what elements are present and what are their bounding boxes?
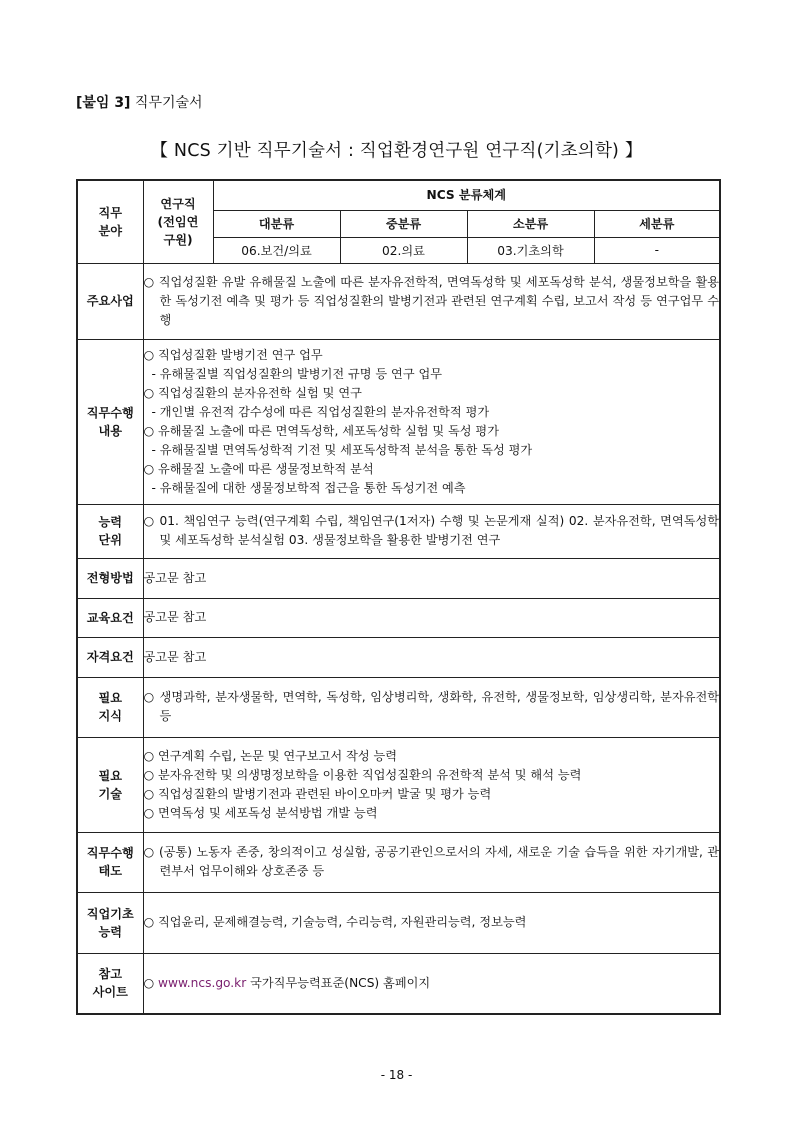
row-content [143, 598, 720, 637]
content-item: ○ 직업성질환의 발병기전과 관련된 바이오마커 발굴 및 평가 능력 [143, 786, 492, 801]
row-label: 직무수행 태도 [77, 832, 143, 892]
row-label: 필요 기술 [77, 737, 143, 832]
row-label: 주요사업 [77, 263, 143, 339]
sub-item: - 유해물질별 면역독성학적 기전 및 세포독성학적 분석을 통한 독성 평가 [151, 442, 533, 457]
table-row [77, 953, 720, 1014]
table-row [77, 263, 720, 339]
ncs-header: NCS 분류체계 [213, 180, 720, 210]
row-content [143, 892, 720, 953]
job-field-label [77, 180, 143, 263]
table-row [77, 339, 720, 504]
table-row [77, 637, 720, 677]
ncs-value-3: 03.기초의학 [467, 237, 594, 263]
row-content [143, 737, 720, 832]
reference-bullet: ○ [143, 975, 159, 990]
job-category-label [143, 180, 213, 263]
row-label: 자격요건 [77, 637, 143, 677]
table-row [77, 598, 720, 637]
content-item: ○ 직업윤리, 문제해결능력, 기술능력, 수리능력, 자원관리능력, 정보능력 [143, 915, 527, 929]
table-row [77, 677, 720, 737]
row-label: 전형방법 [77, 558, 143, 598]
row-content [143, 339, 720, 504]
row-content [143, 677, 720, 737]
annex-heading [76, 92, 203, 112]
job-description-table [76, 179, 721, 1015]
row-content [143, 953, 720, 1014]
table-row [77, 892, 720, 953]
sub-item: - 유해물질별 직업성질환의 발병기전 규명 등 연구 업무 [151, 366, 443, 381]
annex-title: 직무기술서 [134, 95, 203, 111]
content-item: ○ 직업성질환 발병기전 연구 업무 [143, 347, 323, 362]
annex-tag: [붙임 3] [76, 95, 131, 111]
row-content [143, 832, 720, 892]
row-content [143, 558, 720, 598]
ncs-website-link[interactable]: www.ncs.go.kr [158, 975, 247, 990]
content-item: ○ 연구계획 수립, 논문 및 연구보고서 작성 능력 [143, 748, 398, 763]
table-row [77, 558, 720, 598]
sub-item: - 개인별 유전적 감수성에 따른 직업성질환의 분자유전학적 평가 [151, 404, 490, 419]
sub-item: - 유해물질에 대한 생물정보학적 접근을 통한 독성기전 예측 [151, 480, 466, 495]
row-content [143, 637, 720, 677]
ncs-column-1: 대분류 [213, 210, 340, 237]
job-field-label-text: 직무 분야 [98, 205, 123, 238]
ncs-value-4: - [594, 237, 720, 263]
ncs-value-2: 02.의료 [340, 237, 467, 263]
content-item: ○ 직업성질환 유발 유해물질 노출에 따른 분자유전학적, 면역독성학 및 세포독성학 분석, 생물정보학을 활용한 독성기전 예측 및 평가 등 직업성질환의 발병기전과 관련된 연구계획 수립, 보고서 작성 등 연구업무 수행 [143, 274, 720, 327]
content-item: ○ 직업성질환의 분자유전학 실험 및 연구 [143, 385, 362, 400]
content-item: ○ 01. 책임연구 능력(연구계획 수립, 책임연구(1저자) 수행 및 논문게재 실적) 02. 분자유전학, 면역독성학 및 세포독성학 분석실험 03. 생물정보학을 활용한 발병기전 연구 [143, 514, 720, 547]
content-item: ○ (공통) 노동자 존중, 창의적이고 성실함, 공공기관인으로서의 자세, 새로운 기술 습득을 위한 자기개발, 관련부서 업무이해와 상호존중 등 [143, 845, 720, 878]
job-category-label-text: 연구직 (전임연 구원) [157, 196, 199, 247]
content-item: ○ 생명과학, 분자생물학, 면역학, 독성학, 임상병리학, 생화학, 유전학, 생물정보학, 임상생리학, 분자유전학 등 [143, 690, 720, 723]
row-label: 직업기초 능력 [77, 892, 143, 953]
row-label: 참고 사이트 [77, 953, 143, 1014]
reference-item [144, 974, 720, 993]
row-label: 교육요건 [77, 598, 143, 637]
row-label: 필요 지식 [77, 677, 143, 737]
table-row [77, 737, 720, 832]
content-item: ○ 면역독성 및 세포독성 분석방법 개발 능력 [143, 805, 378, 820]
content-item: ○ 분자유전학 및 의생명정보학을 이용한 직업성질환의 유전학적 분석 및 해석 능력 [143, 767, 582, 782]
document-title: 【 NCS 기반 직무기술서 : 직업환경연구원 연구직(기초의학) 】 [150, 141, 643, 161]
ncs-column-4: 세분류 [594, 210, 720, 237]
page-number: - 18 - [380, 1068, 413, 1082]
row-label: 능력 단위 [77, 504, 143, 558]
content-item: 공고문 참고 [143, 649, 207, 664]
ncs-value-1: 06.보건/의료 [213, 237, 340, 263]
table-row [77, 504, 720, 558]
row-content [143, 263, 720, 339]
reference-description: 국가직무능력표준(NCS) 홈페이지 [246, 975, 431, 990]
row-label: 직무수행 내용 [77, 339, 143, 504]
content-item: ○ 유해물질 노출에 따른 생물정보학적 분석 [143, 461, 374, 476]
ncs-column-2: 중분류 [340, 210, 467, 237]
content-item: 공고문 참고 [143, 610, 207, 624]
row-content [143, 504, 720, 558]
content-item: 공고문 참고 [143, 570, 207, 585]
content-item: ○ 유해물질 노출에 따른 면역독성학, 세포독성학 실험 및 독성 평가 [143, 423, 499, 438]
table-row [77, 832, 720, 892]
ncs-column-3: 소분류 [467, 210, 594, 237]
